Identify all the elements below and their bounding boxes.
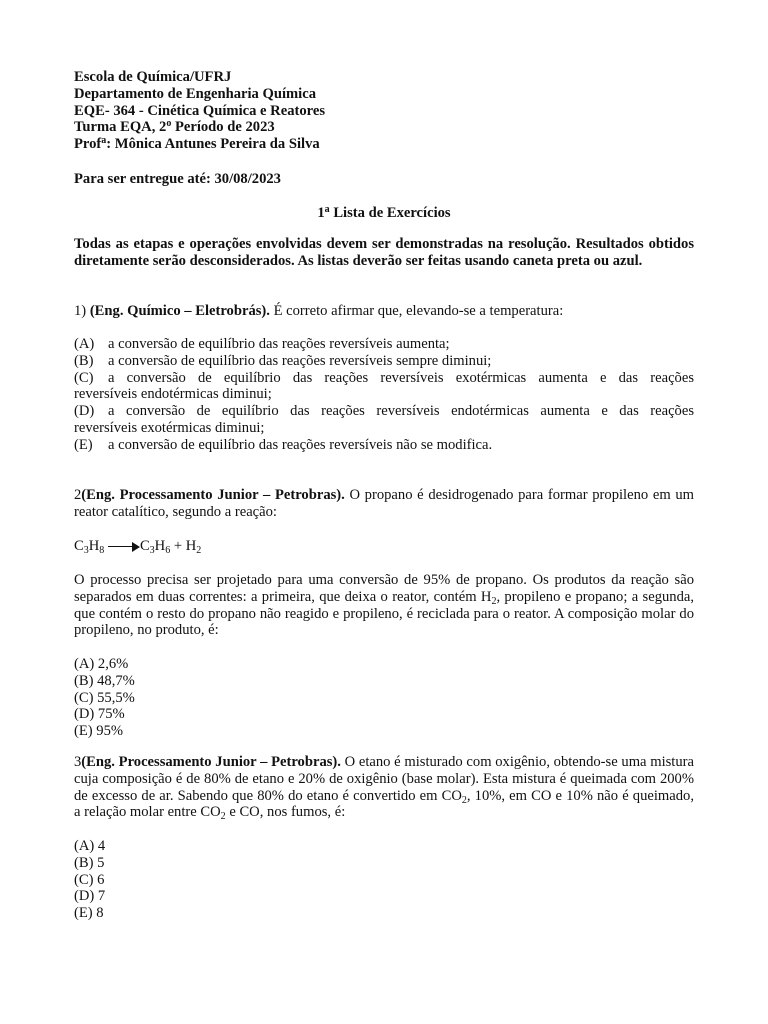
question-1-stem: 1) (Eng. Químico – Eletrobrás). É correto afirmar que, elevando-se a temperatura:: [74, 303, 564, 319]
list-title: 1$^a$ Lista de Exercícios: [317, 204, 451, 221]
question-1-options: [74, 336, 694, 454]
option-3c: (C) 6: [74, 871, 105, 888]
school-name: Escola de Química/UFRJ: [74, 69, 232, 85]
question-2-body: O processo precisa ser projetado para uma conversão de 95% de propano. Os produtos da reação são separados em duas correntes: a primeira, que deixa o reator, contém $H_2$, propileno e propano; a segunda, que contém o resto do propano não reagido e propileno, é reciclada para o reator. A composição molar do propileno, no produto, é:: [74, 572, 695, 639]
option-1d: (D) a conversão de equilíbrio das reações reversíveis endotérmicas aumenta e das reações: [74, 403, 694, 420]
department-name: Departamento de Engenharia Química: [74, 85, 317, 102]
option-2e: (E) 95%: [74, 723, 124, 740]
reaction-arrow-icon: [108, 542, 140, 552]
option-1c: (C) a conversão de equilíbrio das reações reversíveis exotérmicas aumenta e das reações: [74, 369, 694, 386]
class-info: Turma EQA, 2$^o$ Período de 2023: [74, 118, 275, 136]
option-3a: (A) 4: [74, 838, 106, 854]
question-2-options: [74, 656, 694, 740]
header-block: [74, 69, 694, 153]
option-2a: (A) 2,6%: [74, 656, 129, 672]
option-2b: (B) 48,7%: [74, 672, 135, 689]
option-2d: (D) 75%: [74, 706, 125, 723]
option-1b: (B) a conversão de equilíbrio das reações reversíveis sempre diminui;: [74, 352, 492, 369]
professor-info: Prof$^a$: Mônica Antunes Pereira da Silva: [74, 135, 320, 153]
option-3b: (B) 5: [74, 854, 105, 871]
instructions: Todas as etapas e operações envolvidas devem ser demonstradas na resolução. Resultados obtidos diretamente serão desconsiderados. As listas deverão ser feitas usando caneta preta ou azul.: [74, 236, 694, 269]
option-3d: (D) 7: [74, 888, 106, 905]
course-name: EQE- 364 - Cinética Química e Reatores: [74, 102, 326, 119]
question-3-stem: 3(Eng. Processamento Junior – Petrobras). O etano é misturado com oxigênio, obtendo-se uma mistura cuja composição é de 80% de etano e 20% de oxigênio (base molar). Esta mistura é queimada com 200% de excesso de ar. Sabendo que 80% do etano é convertido em $CO_2$, 10%, em CO e 10% não é queimado, a relação molar entre $CO_2$ e CO, nos fumos, é:: [74, 754, 694, 823]
reaction-equation: $C_3H_8$ $C_3H_6 + H_2$: [74, 538, 202, 556]
due-date: Para ser entregue até: 30/08/2023: [74, 171, 281, 187]
option-1e: (E) a conversão de equilíbrio das reações reversíveis não se modifica.: [74, 436, 493, 453]
option-1d-continuation: reversíveis exotérmicas diminui;: [74, 419, 265, 436]
question-3-options: [74, 838, 694, 922]
option-3e: (E) 8: [74, 905, 104, 922]
option-1a: (A) a conversão de equilíbrio das reações reversíveis aumenta;: [74, 336, 450, 352]
question-2-stem: 2(Eng. Processamento Junior – Petrobras). O propano é desidrogenado para formar propileno em um reator catalítico, segundo a reação:: [74, 487, 694, 520]
option-2c: (C) 55,5%: [74, 689, 135, 706]
question-1: [74, 303, 694, 320]
option-1c-continuation: reversíveis endotérmicas diminui;: [74, 386, 272, 403]
